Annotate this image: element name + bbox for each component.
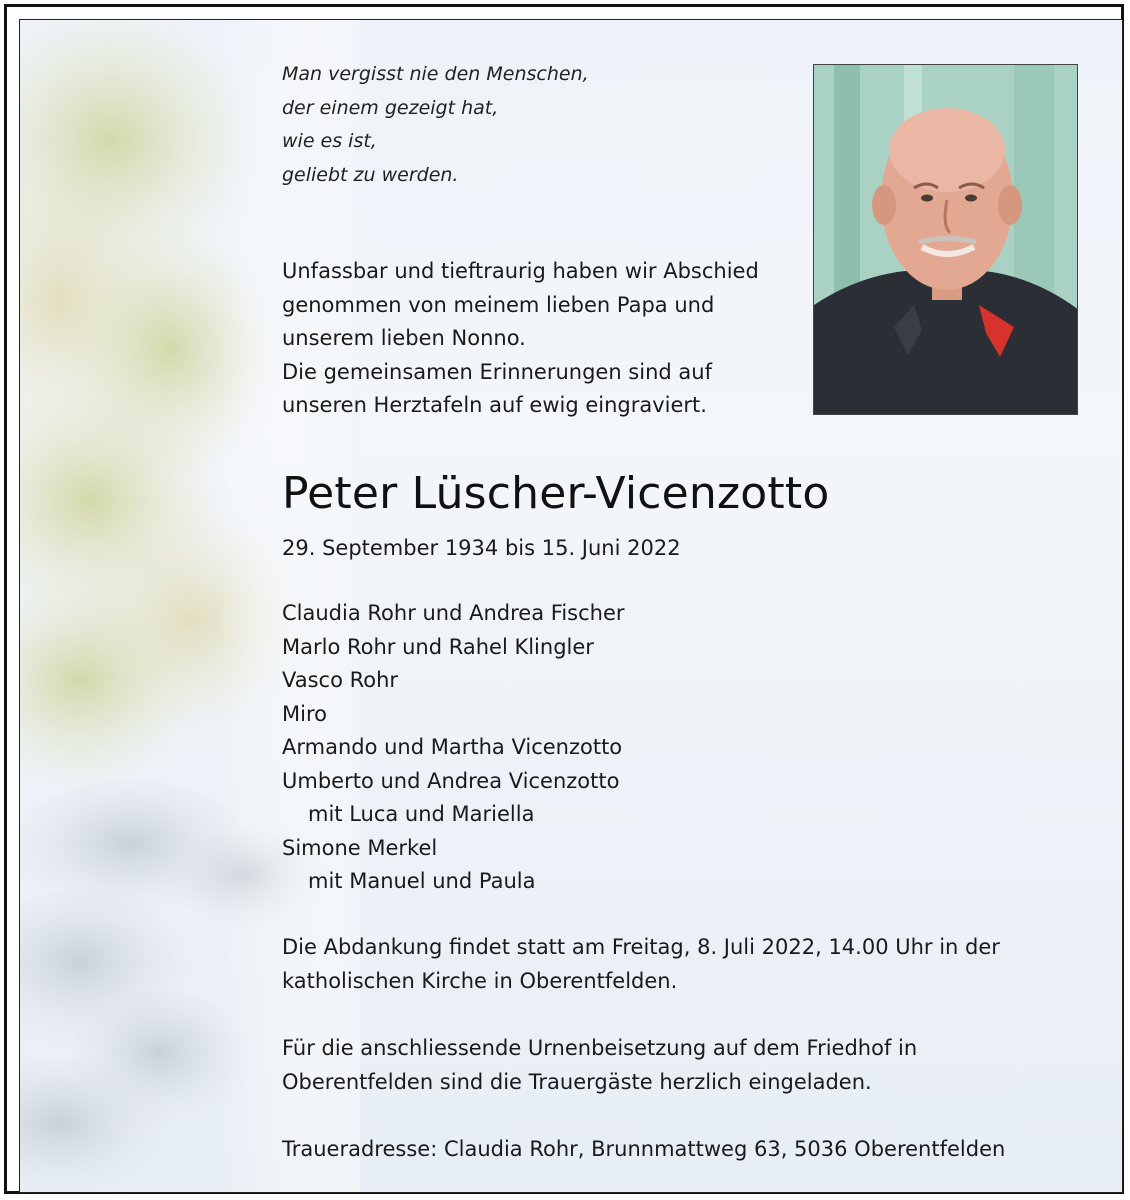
- mourner-line: Miro: [282, 701, 327, 726]
- portrait-illustration: [814, 65, 1078, 415]
- burial-line: Oberentfelden sind die Trauergäste herzlich eingeladen.: [282, 1069, 872, 1094]
- life-dates: 29. September 1934 bis 15. Juni 2022: [282, 536, 681, 560]
- farewell-line: unserem lieben Nonno.: [282, 326, 526, 350]
- farewell-line: genommen von meinem lieben Papa und: [282, 292, 715, 317]
- quote-line: der einem gezeigt hat,: [282, 96, 499, 119]
- burial-line: Für die anschliessende Urnenbeisetzung auf dem Friedhof in: [282, 1036, 918, 1060]
- service-announcement: [282, 931, 1000, 998]
- mourner-line: Armando und Martha Vicenzotto: [282, 735, 623, 759]
- mourning-address: Traueradresse: Claudia Rohr, Brunnmattweg 63, 5036 Oberentfelden: [282, 1137, 1006, 1161]
- mourner-line: Vasco Rohr: [282, 668, 399, 692]
- quote-line: wie es ist,: [282, 130, 377, 152]
- farewell-line: Unfassbar und tieftraurig haben wir Abschied: [282, 259, 759, 283]
- quote-verse: [282, 58, 589, 192]
- farewell-line: unseren Herztafeln auf ewig eingraviert.: [282, 393, 707, 417]
- obituary-outer-border: [4, 4, 1124, 1194]
- quote-line: geliebt zu werden.: [282, 163, 459, 186]
- mourner-subline: mit Manuel und Paula: [308, 869, 536, 893]
- mourner-line: Marlo Rohr und Rahel Klingler: [282, 634, 594, 659]
- deceased-name: Peter Lüscher-Vicenzotto: [282, 468, 830, 519]
- farewell-paragraph: [282, 255, 759, 423]
- farewell-line: Die gemeinsamen Erinnerungen sind auf: [282, 359, 712, 384]
- quote-line: Man vergisst nie den Menschen,: [282, 63, 589, 85]
- service-line: Die Abdankung findet statt am Freitag, 8. Juli 2022, 14.00 Uhr in der: [282, 935, 1000, 959]
- mourners-list: [282, 597, 625, 899]
- mourner-line: Umberto und Andrea Vicenzotto: [282, 768, 620, 793]
- obituary-notice: [19, 19, 1123, 1193]
- portrait-photo: [813, 64, 1078, 415]
- burial-announcement: [282, 1032, 917, 1099]
- mourner-line: Simone Merkel: [282, 835, 438, 860]
- service-line: katholischen Kirche in Oberentfelden.: [282, 968, 678, 993]
- mourner-line: Claudia Rohr und Andrea Fischer: [282, 601, 625, 625]
- mourner-subline: mit Luca und Mariella: [308, 802, 535, 826]
